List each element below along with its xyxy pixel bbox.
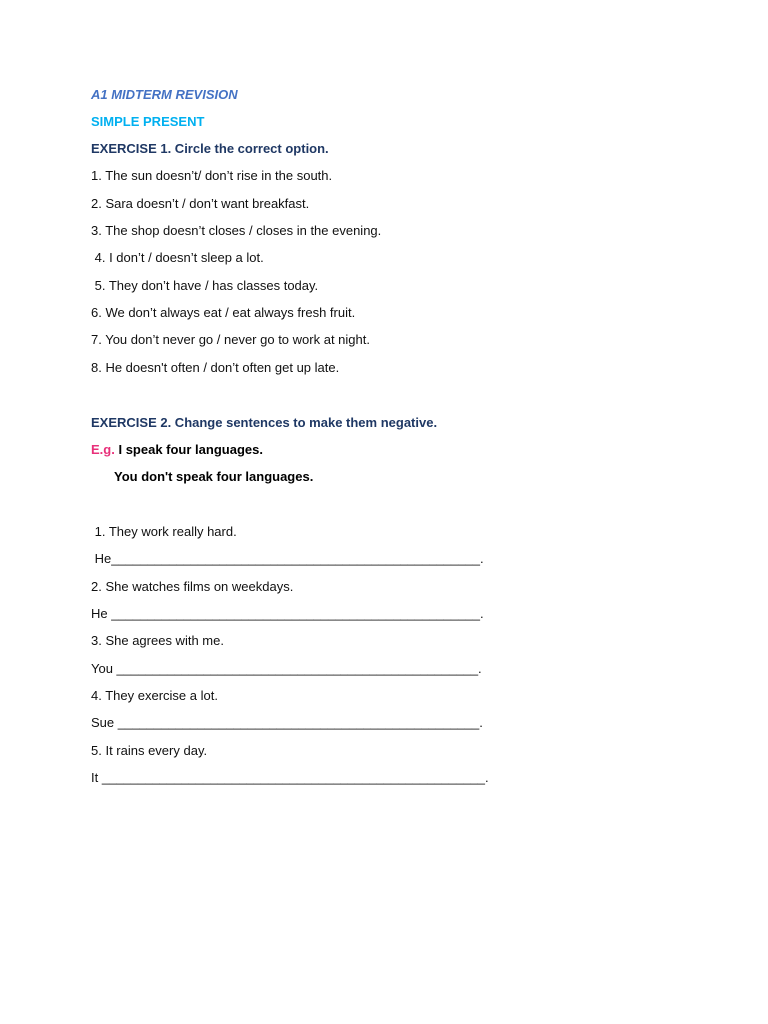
exercise-1-item: 1. The sun doesn’t/ don’t rise in the south. bbox=[91, 168, 333, 183]
exercise-2-sentence: 2. She watches films on weekdays. bbox=[91, 579, 294, 594]
exercise-2-sentence: 4. They exercise a lot. bbox=[91, 688, 218, 703]
exercise-1-heading: EXERCISE 1. Circle the correct option. bbox=[91, 141, 329, 156]
exercise-2-answer-blank: Sue __________________________________________________. bbox=[91, 715, 483, 730]
exercise-1-item: 4. I don’t / doesn’t sleep a lot. bbox=[91, 250, 264, 265]
exercise-2-sentence: 1. They work really hard. bbox=[91, 524, 237, 539]
example-sentence: I speak four languages. bbox=[118, 442, 263, 457]
exercise-1-item: 5. They don’t have / has classes today. bbox=[91, 278, 319, 293]
exercise-1-item: 7. You don’t never go / never go to work at night. bbox=[91, 332, 370, 347]
exercise-2-heading: EXERCISE 2. Change sentences to make them negative. bbox=[91, 415, 438, 430]
example-answer: You don't speak four languages. bbox=[114, 469, 314, 484]
exercise-2-sentence: 3. She agrees with me. bbox=[91, 633, 224, 648]
exercise-1-item: 6. We don’t always eat / eat always fresh fruit. bbox=[91, 305, 356, 320]
exercise-1-item: 2. Sara doesn’t / don’t want breakfast. bbox=[91, 196, 310, 211]
example-line bbox=[91, 442, 263, 458]
document-title: A1 MIDTERM REVISION bbox=[91, 87, 238, 102]
exercise-1-item: 8. He doesn't often / don’t often get up late. bbox=[91, 360, 340, 375]
exercise-2-sentence: 5. It rains every day. bbox=[91, 743, 208, 758]
exercise-2-answer-blank: You __________________________________________________. bbox=[91, 661, 482, 676]
exercise-2-answer-blank: He___________________________________________________. bbox=[91, 551, 484, 566]
exercise-2-answer-blank: It _____________________________________________________. bbox=[91, 770, 489, 785]
exercise-2-answer-blank: He ___________________________________________________. bbox=[91, 606, 484, 621]
example-prefix: E.g. bbox=[91, 442, 115, 457]
section-title: SIMPLE PRESENT bbox=[91, 114, 205, 129]
exercise-1-item: 3. The shop doesn’t closes / closes in the evening. bbox=[91, 223, 382, 238]
